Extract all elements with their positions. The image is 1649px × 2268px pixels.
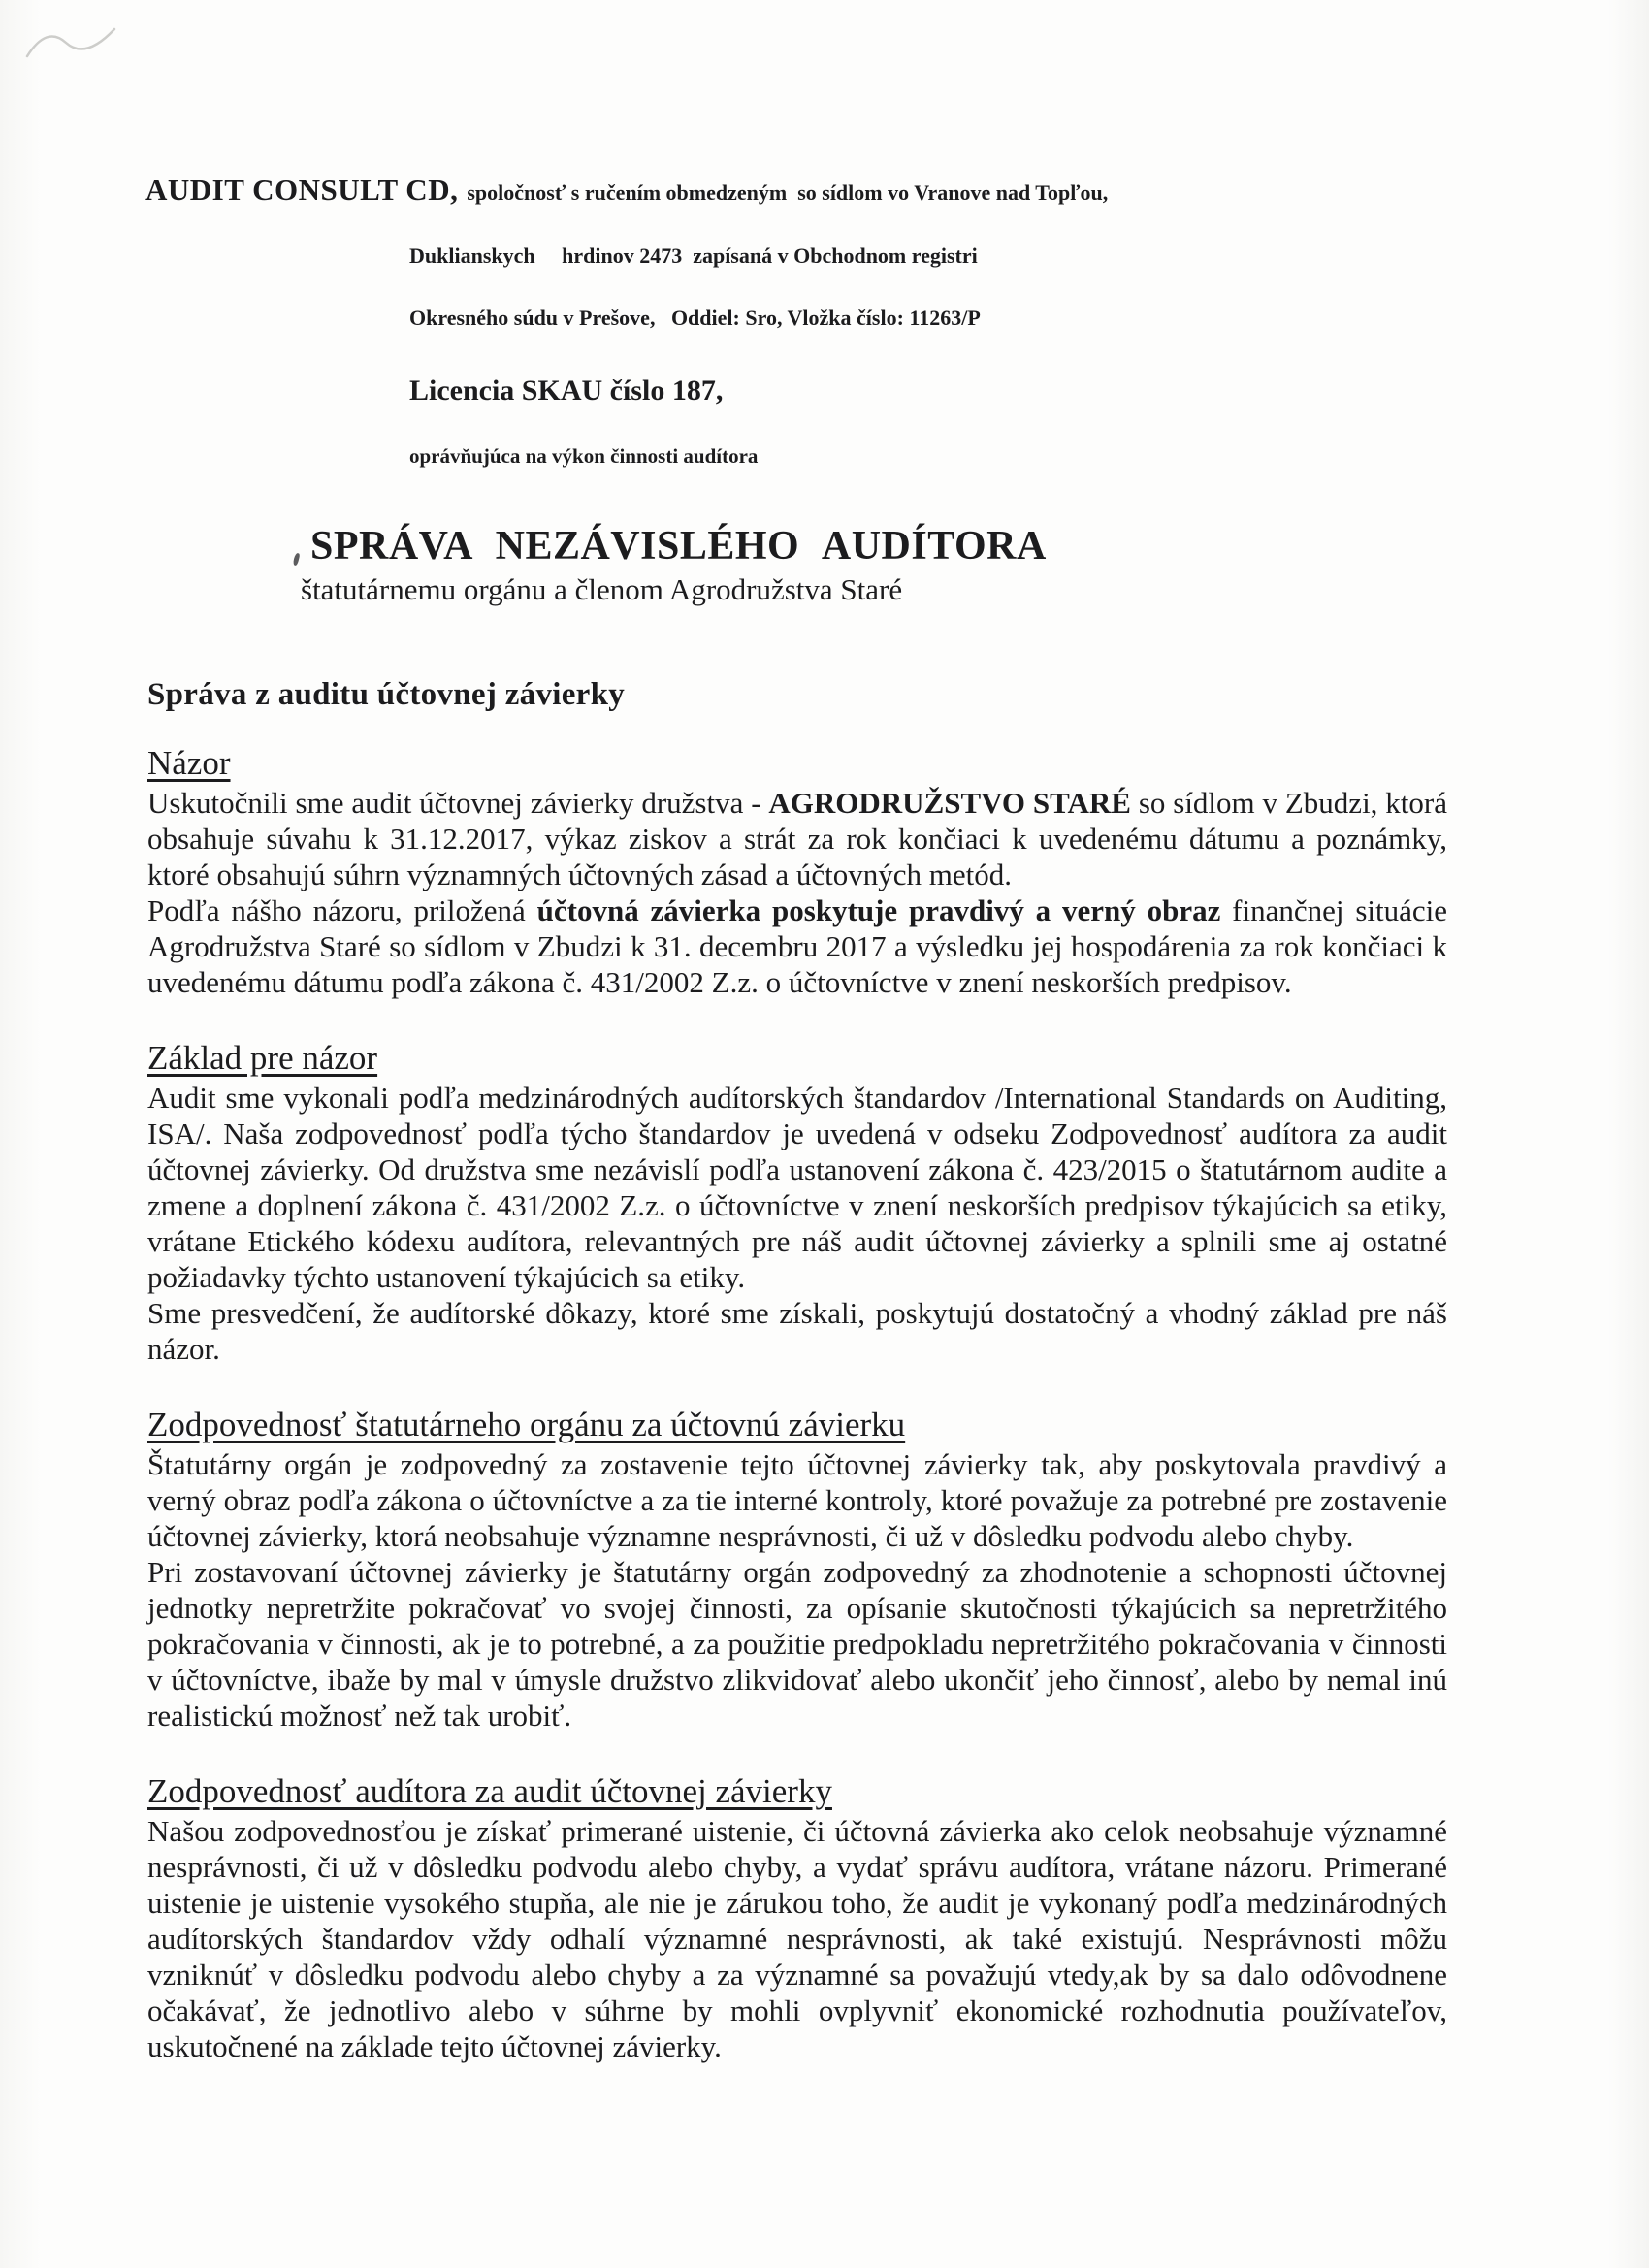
section-opinion [147, 742, 1447, 1000]
section-auditor-responsibility [147, 1770, 1447, 2064]
section-paragraphs [147, 785, 1447, 1000]
ink-smudge-mark [293, 553, 301, 567]
paragraph: Pri zostavovaní účtovnej závierky je štatutárny orgán zodpovedný za zhodnotenie a schopnosti účtovnej jednotky nepretržite pokračovať vo svojej činnosti, za opísanie skutočnosti týkajúcich sa nepretržitého pokračovania v činnosti, ak je to potrebné, a za použitie predpokladu nepretržitého pokračovania v činnosti v účtovníctve, ibaže by mal v úmysle družstvo zlikvidovať alebo ukončiť jeho činnosť, alebo by nemal inú realistickú možnosť než tak urobiť. [147, 1555, 1447, 1733]
paragraph: Audit sme vykonali podľa medzinárodných audítorských štandardov /International Standards on Auditing, ISA/. Naša zodpovednosť podľa týcho štandardov je uvedená v odseku Zodpovednosť audítora za audit účtovnej závierky. Od družstva sme nezávislí podľa ustanovení zákona č. 423/2015 o štatutárnom audite a zmene a doplnení zákona č. 431/2002 Z.z. o účtovníctve v znení neskorších predpisov týkajúcich sa etiky, vrátane Etického kódexu audítora, relevantných pre náš audit účtovnej závierky a splnili sme aj ostatné požiadavky týchto ustanovení týkajúcich sa etiky. [147, 1081, 1447, 1294]
document-addressee: štatutárnemu orgánu a členom Agrodružstva Staré [301, 572, 903, 606]
pen-scribble-mark [21, 19, 128, 73]
section-heading-management: Zodpovednosť štatutárneho orgánu za účtovnú závierku [147, 1406, 906, 1443]
licence-number: Licencia SKAU číslo 187, [409, 374, 724, 406]
section-heading-auditor: Zodpovednosť audítora za audit účtovnej závierky [147, 1772, 832, 1810]
title-block [301, 524, 1047, 608]
paragraph: Našou zodpovednosťou je získať primerané uistenie, či účtovná závierka ako celok neobsahuje významné nesprávnosti, či už v dôsledku podvodu alebo chyby, a vydať správu audítora, vrátane názoru. Primerané uistenie je uistenie vysokého stupňa, ale nie je zárukou toho, že audit je vykonaný podľa medzinárodných audítorských štandardov vždy odhalí významné nesprávnosti, ak také existujú. Nesprávnosti môžu vzniknúť v dôsledku podvodu alebo chyby a za významné sa považujú vtedy,ak by sa dalo odôvodnene očakávať, že jednotlivo alebo v súhrne by mohli ovplyvniť ekonomické rozhodnutia používateľov, uskutočnené na základe tejto účtovnej závierky. [147, 1814, 1447, 2063]
report-heading: Správa z auditu účtovnej závierky [147, 677, 626, 712]
licence-note: oprávňujúca na výkon činnosti audítora [409, 444, 759, 468]
section-heading-opinion: Názor [147, 744, 231, 782]
letterhead [146, 138, 1108, 503]
section-heading-basis: Základ pre názor [147, 1039, 378, 1077]
section-management-responsibility [147, 1404, 1447, 1733]
document-title: SPRÁVA NEZÁVISLÉHO AUDÍTORA [310, 524, 1047, 568]
paragraph: Sme presvedčení, že audítorské dôkazy, ktoré sme získali, poskytujú dostatočný a vhodný základ pre náš názor. [147, 1296, 1447, 1366]
company-descriptor: spoločnosť s ručením obmedzeným so sídlom vo Vranove nad Topľou, [467, 180, 1109, 205]
section-paragraphs [147, 1080, 1447, 1367]
section-paragraphs [147, 1813, 1447, 2064]
registry-line-1: Duklianskych hrdinov 2473 zapísaná v Obchodnom registri [409, 243, 978, 268]
registry-line-2: Okresného súdu v Prešove, Oddiel: Sro, Vložka číslo: 11263/P [409, 306, 981, 330]
paragraph: Štatutárny orgán je zodpovedný za zostavenie tejto účtovnej závierky tak, aby poskytovala pravdivý a verný obraz podľa zákona o účtovníctve a za tie interné kontroly, ktoré považuje za potrebné pre zostavenie účtovnej závierky, ktorá neobsahuje významne nesprávnosti, či už v dôsledku podvodu alebo chyby. [147, 1447, 1447, 1553]
section-paragraphs [147, 1446, 1447, 1733]
paragraph: Podľa nášho názoru, priložená účtovná závierka poskytuje pravdivý a verný obraz finančnej situácie Agrodružstva Staré so sídlom v Zbudzi k 31. decembru 2017 a výsledku jej hospodárenia za rok končiaci k uvedenému dátumu podľa zákona č. 431/2002 Z.z. o účtovníctve v znení neskorších predpisov. [147, 893, 1447, 999]
report-body [147, 742, 1447, 2064]
company-name: AUDIT CONSULT CD, [146, 173, 459, 207]
paragraph: Uskutočnili sme audit účtovnej závierky družstva - AGRODRUŽSTVO STARÉ so sídlom v Zbudzi, ktorá obsahuje súvahu k 31.12.2017, výkaz ziskov a strát za rok končiaci k uvedenému dátumu a poznámky, ktoré obsahujú súhrn významných účtovných zásad a účtovných metód. [147, 786, 1447, 891]
section-basis-for-opinion [147, 1037, 1447, 1367]
